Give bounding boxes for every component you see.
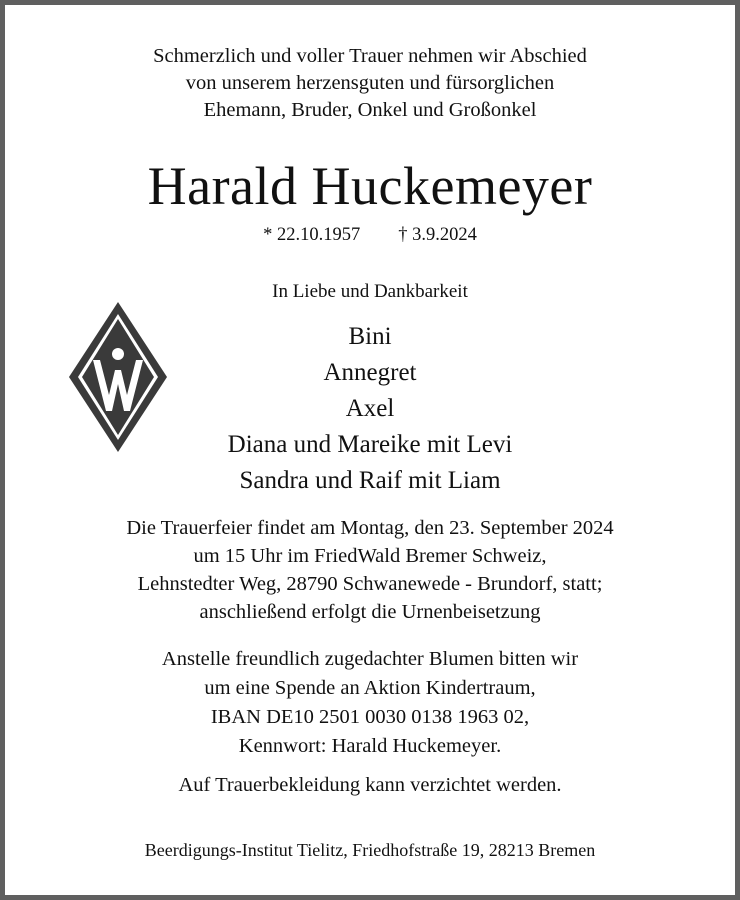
deceased-name: Harald Huckemeyer [147,156,593,216]
ceremony-info [5,514,735,626]
donation-line: Anstelle freundlich zugedachter Blumen bitten wir [161,648,579,670]
donation-line: IBAN DE10 2501 0030 0138 1963 02, [210,706,530,728]
intro-line: von unserem herzensguten und fürsorglichen [185,72,555,94]
intro-text [5,43,735,124]
family-member: Diana und Mareike mit Levi [227,431,513,458]
donation-line: um eine Spende an Aktion Kindertraum, [204,677,536,699]
family-member: Sandra und Raif mit Liam [239,467,501,494]
donation-line: Kennwort: Harald Huckemeyer. [238,735,502,757]
ceremony-line: Lehnstedter Weg, 28790 Schwanewede - Brundorf, statt; [137,573,603,595]
thanks-line: In Liebe und Dankbarkeit [272,281,468,302]
intro-line: Schmerzlich und voller Trauer nehmen wir Abschied [153,45,587,67]
family-member: Axel [345,395,395,422]
ceremony-line: um 15 Uhr im FriedWald Bremer Schweiz, [193,545,547,567]
death-date: † 3.9.2024 [398,225,477,245]
family-list [5,319,735,499]
funeral-home-address: Beerdigungs-Institut Tielitz, Friedhofstraße 19, 28213 Bremen [144,840,596,860]
clothing-note: Auf Trauerbekleidung kann verzichtet werden. [178,774,562,796]
ceremony-line: Die Trauerfeier findet am Montag, den 23. September 2024 [126,517,614,539]
intro-line: Ehemann, Bruder, Onkel und Großonkel [203,99,537,121]
birth-date: * 22.10.1957 [263,225,361,245]
donation-info [5,645,735,761]
family-member: Bini [348,323,392,350]
family-member: Annegret [323,359,417,386]
life-dates [5,222,735,248]
ceremony-line: anschließend erfolgt die Urnenbeisetzung [199,601,541,623]
